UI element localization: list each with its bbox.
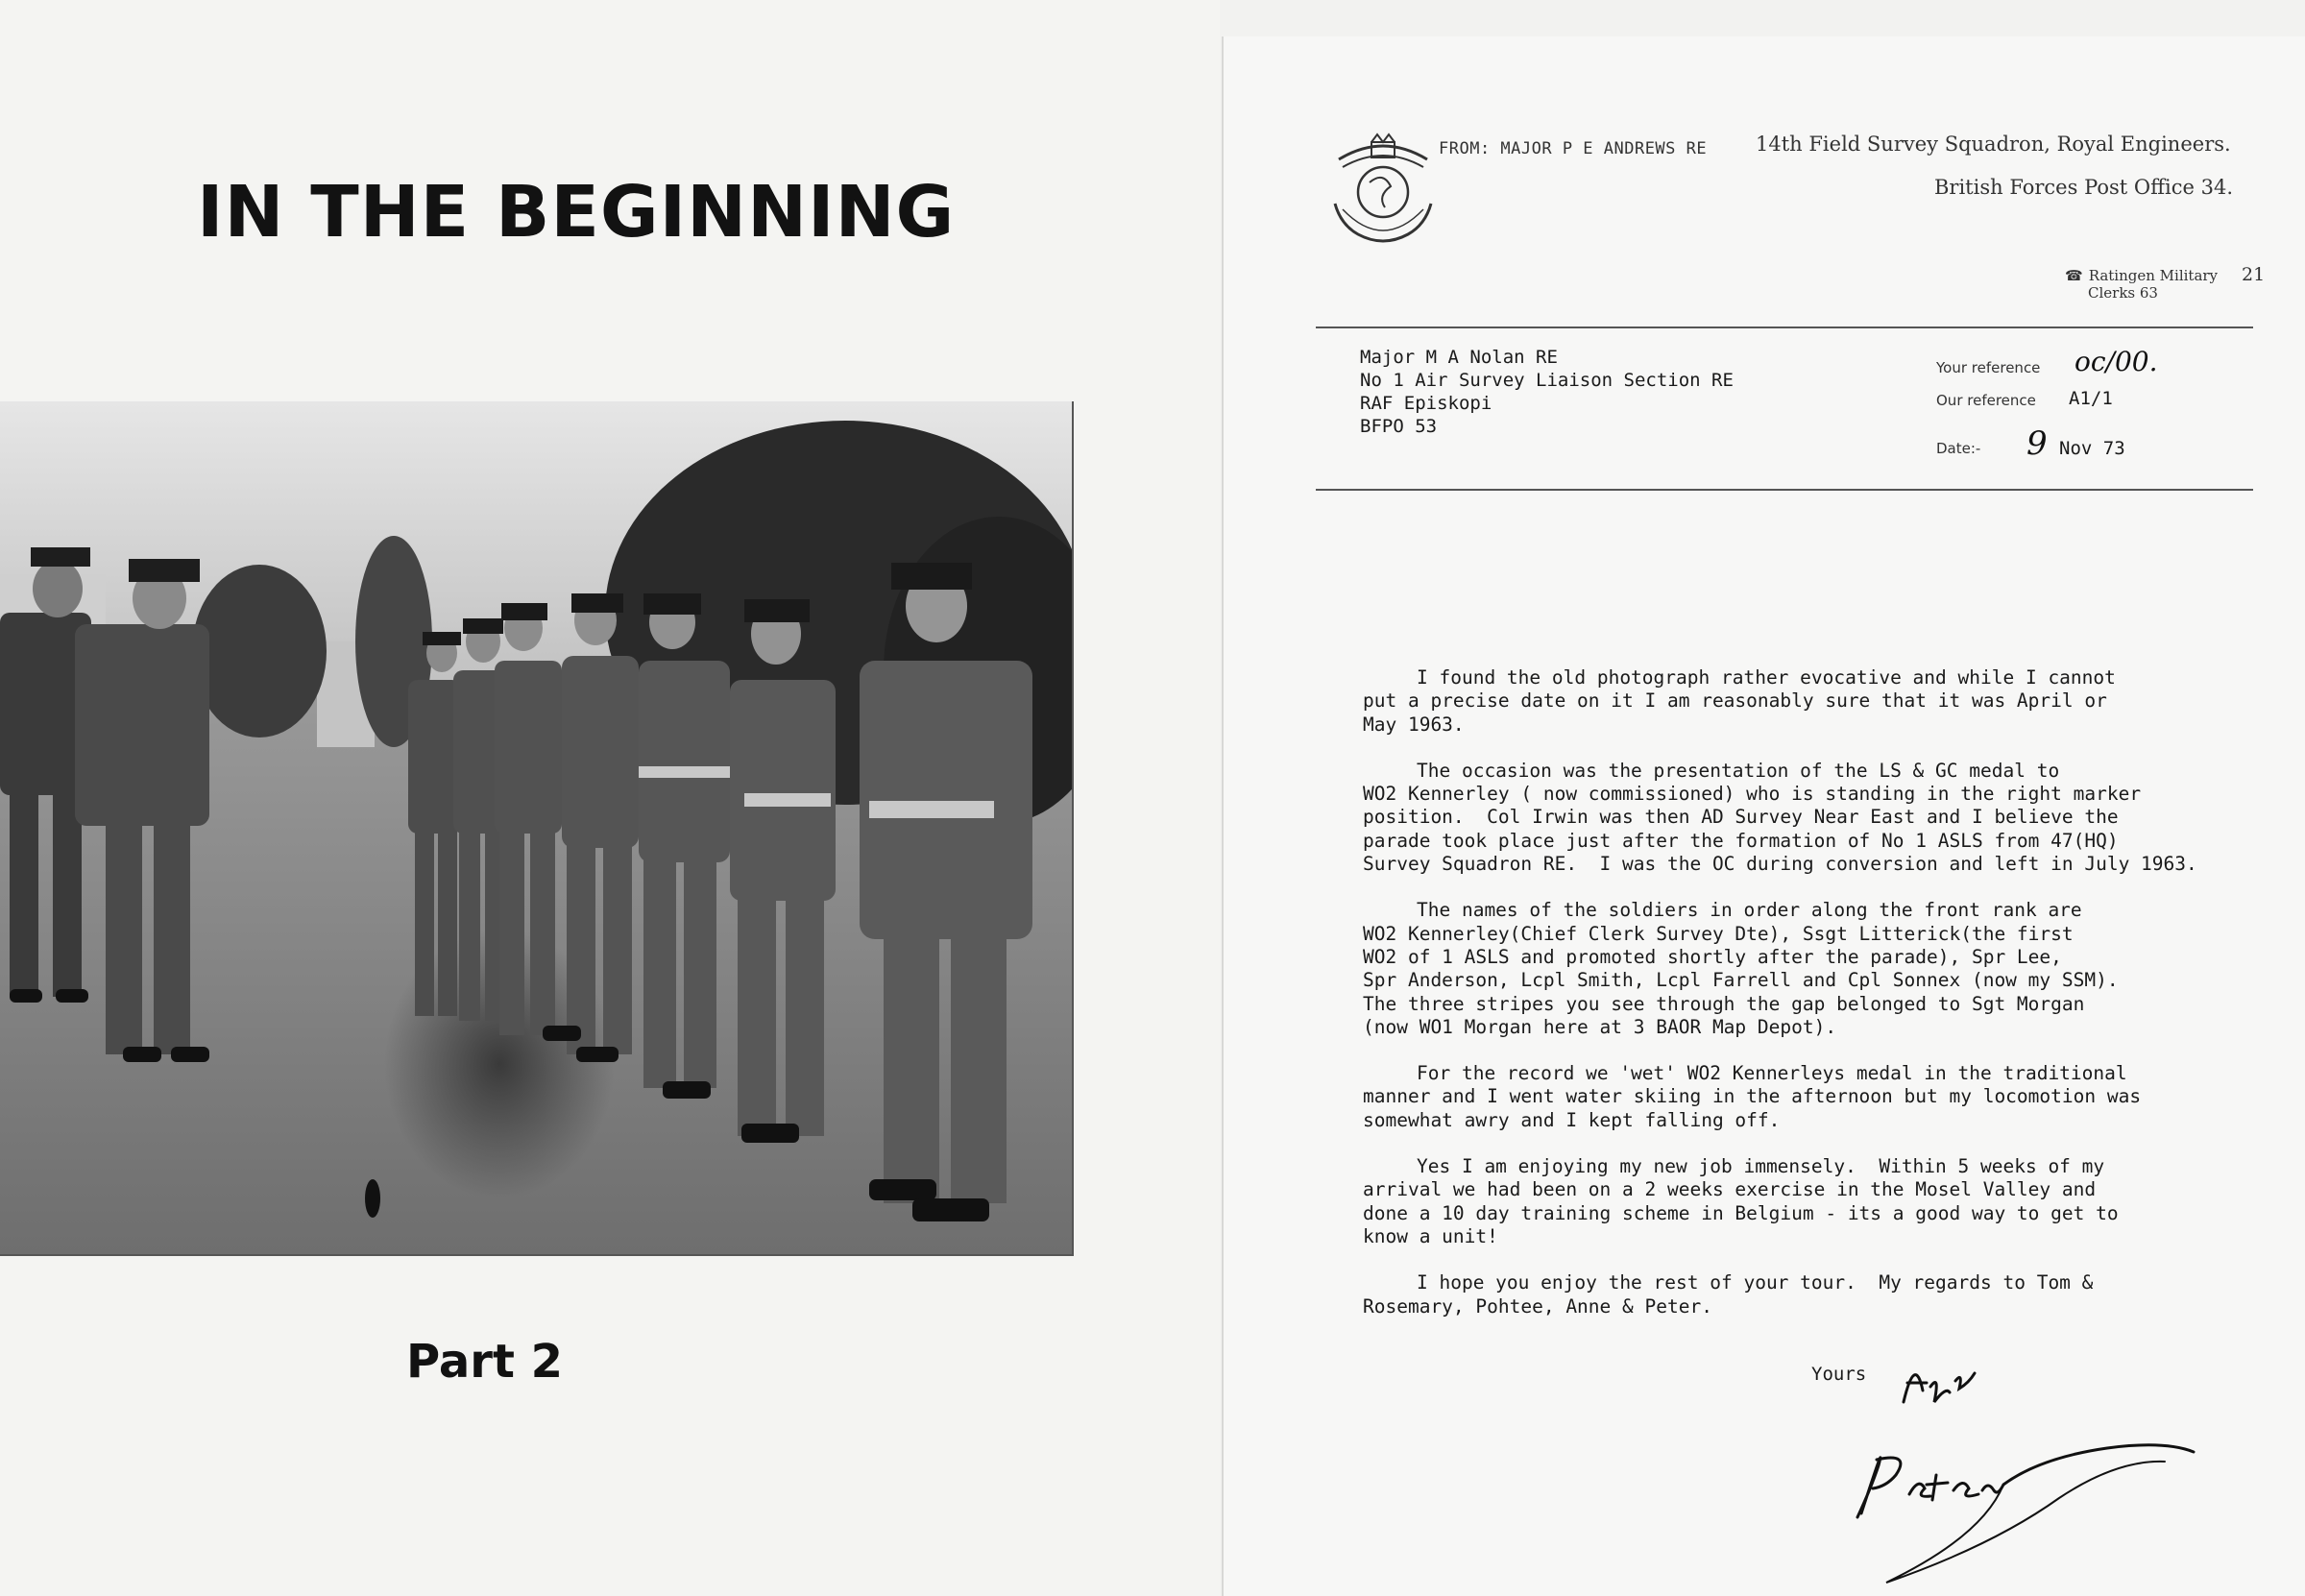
body-paragraph-3: The names of the soldiers in order along the front rank are WO2 Kennerley(Chief Clerk Survey Dte), Ssgt Litterick(the first WO2 of 1 ASLS and promoted shortly after the parade), Spr Lee, Spr Anderson, Lcpl Smith, Lcpl Farrell and Cpl Sonnex (now my SSM). The three stripes you see through the gap belonged to Sgt Morgan (now WO1 Morgan here at 3 BAOR Map Depot).: [1363, 899, 2119, 1038]
our-reference-label: Our reference: [1936, 392, 2036, 409]
date-day: 9: [2026, 424, 2048, 463]
body-paragraph-6: I hope you enjoy the rest of your tour. My regards to Tom & Rosemary, Pohtee, Anne & Peter.: [1363, 1271, 2094, 1318]
parade-photograph: [0, 401, 1074, 1256]
page-subtitle: Part 2: [406, 1335, 564, 1389]
body-paragraph-5: Yes I am enjoying my new job immensely. Within 5 weeks of my arrival we had been on a 2 weeks exercise in the Mosel Valley and done a 10 day training scheme in Belgium - its a good way to get to know a unit!: [1363, 1155, 2119, 1247]
phone-line-2: Clerks 63: [2088, 284, 2158, 302]
letterhead-phone: [2065, 267, 2218, 302]
handwritten-signature: [1819, 1344, 2242, 1596]
page-title: IN THE BEGINNING: [197, 171, 956, 254]
divider-top: [1316, 326, 2253, 328]
letter-body: [1363, 666, 2227, 1342]
date-month-year: Nov 73: [2059, 438, 2125, 459]
divider-bottom: [1316, 489, 2253, 491]
our-reference-value: A1/1: [2069, 388, 2113, 409]
letterhead-unit-name: 14th Field Survey Squadron, Royal Engineers.: [1756, 133, 2231, 156]
recipient-address: Major M A Nolan RE No 1 Air Survey Liaison Section RE RAF Episkopi BFPO 53: [1360, 347, 1734, 437]
telephone-icon: ☎: [2065, 267, 2083, 284]
letter-page: [1222, 36, 2305, 1596]
phone-line-1: Ratingen Military: [2088, 267, 2219, 284]
your-reference-value: oc/00.: [2074, 346, 2158, 377]
body-paragraph-2: The occasion was the presentation of the LS & GC medal to WO2 Kennerley ( now commissioned) who is standing in the right marker position. Col Irwin was then AD Survey Near East and I believe the parade took place just after the formation of No 1 ASLS from 47(HQ) Survey Squadron RE. I was the OC during conversion and left in July 1963.: [1363, 759, 2197, 876]
letterhead-bfpo: British Forces Post Office 34.: [1934, 176, 2233, 199]
royal-engineers-crest: [1329, 133, 1437, 252]
phone-extension: 21: [2242, 264, 2266, 285]
letter-from-label: FROM: MAJOR P E ANDREWS RE: [1439, 139, 1708, 158]
date-label: Date:-: [1936, 440, 1981, 457]
letter-closing: Yours: [1811, 1364, 1867, 1385]
body-paragraph-1: I found the old photograph rather evocative and while I cannot put a precise date on it I am reasonably sure that it was April or May 1963.: [1363, 666, 2116, 736]
body-paragraph-4: For the record we 'wet' WO2 Kennerleys medal in the traditional manner and I went water skiing in the afternoon but my locomotion was somewhat awry and I kept falling off.: [1363, 1062, 2142, 1131]
your-reference-label: Your reference: [1936, 359, 2041, 376]
